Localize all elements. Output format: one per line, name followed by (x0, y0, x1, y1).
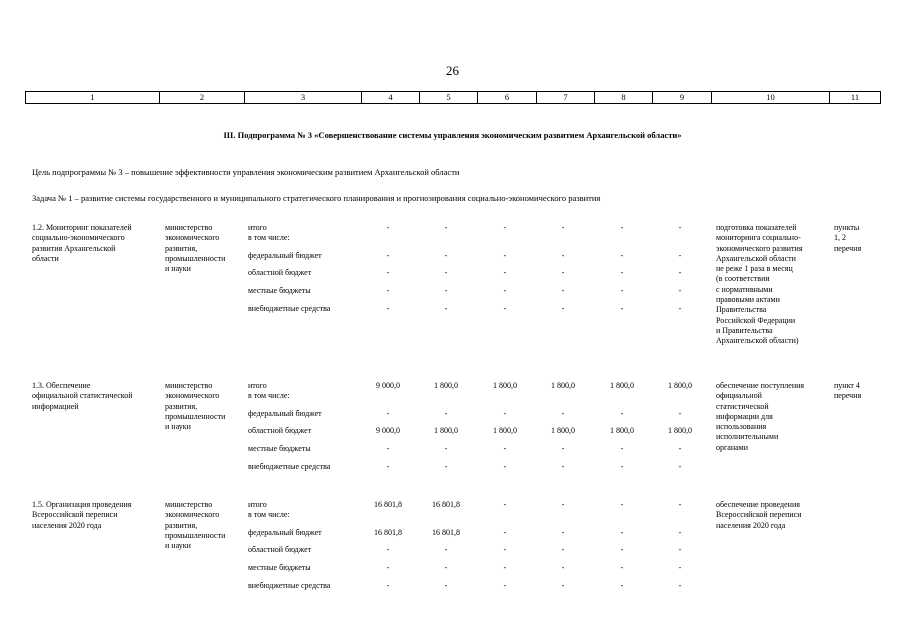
funding-value: 9 000,0 (376, 426, 400, 435)
activity-result: обеспечение проведения Всероссийской переписи населения 2020 года (716, 500, 802, 530)
funding-value: - (678, 462, 682, 471)
funding-source-label: федеральный бюджет (248, 409, 322, 418)
funding-value: - (620, 268, 624, 277)
funding-source-label: местные бюджеты (248, 286, 311, 295)
funding-value: - (444, 223, 448, 232)
funding-value: - (503, 545, 507, 554)
funding-value: - (620, 528, 624, 537)
funding-source-label: внебюджетные средства (248, 581, 331, 590)
funding-value: - (386, 563, 390, 572)
funding-source-label: федеральный бюджет (248, 528, 322, 537)
funding-source-label: местные бюджеты (248, 444, 311, 453)
funding-value: - (503, 409, 507, 418)
funding-value: 16 801,8 (432, 500, 460, 509)
funding-value: - (678, 444, 682, 453)
funding-value: - (503, 462, 507, 471)
funding-value: - (503, 500, 507, 509)
funding-value: - (678, 268, 682, 277)
funding-value: - (386, 581, 390, 590)
section-title: III. Подпрограмма № 3 «Совершенствование системы управления экономическим развитием Архангельской области» (223, 130, 682, 140)
funding-value: - (561, 286, 565, 295)
funding-value: - (620, 409, 624, 418)
funding-value: 16 801,8 (432, 528, 460, 537)
funding-value: - (386, 409, 390, 418)
funding-value: - (503, 286, 507, 295)
funding-value: 1 800,0 (551, 381, 575, 390)
funding-value: - (561, 444, 565, 453)
funding-value: - (386, 286, 390, 295)
header-col-7: 7 (537, 92, 595, 104)
funding-value: 1 800,0 (610, 426, 634, 435)
activity-reference: пункты 1, 2 перечня (834, 223, 862, 253)
funding-source-label: внебюджетные средства (248, 462, 331, 471)
subprogram-task: Задача № 1 – развитие системы государственного и муниципального стратегического планирования и прогнозирования социально-экономического развития (32, 193, 601, 203)
funding-value: - (678, 581, 682, 590)
funding-value: - (561, 251, 565, 260)
funding-source-label: итого в том числе: (248, 223, 290, 243)
funding-source-label: федеральный бюджет (248, 251, 322, 260)
funding-value: - (444, 286, 448, 295)
funding-value: - (444, 268, 448, 277)
funding-source-label: местные бюджеты (248, 563, 311, 572)
funding-value: - (503, 251, 507, 260)
funding-value: - (444, 545, 448, 554)
funding-value: - (561, 304, 565, 313)
funding-value: - (561, 268, 565, 277)
funding-source-label: итого в том числе: (248, 500, 290, 520)
funding-value: - (620, 500, 624, 509)
funding-value: - (561, 462, 565, 471)
funding-value: - (444, 581, 448, 590)
funding-value: - (620, 581, 624, 590)
funding-value: - (386, 545, 390, 554)
funding-value: - (503, 304, 507, 313)
activity-result: обеспечение поступления официальной статистической информации для использования исполнительными органами (716, 381, 805, 452)
funding-value: - (678, 545, 682, 554)
activity-result: подготовка показателей мониторинга социально- экономического развития Архангельской области не реже 1 раза в месяц (в соответствии с нормативными правовыми актами Правительства Российской Федерации и Правительства Архангельской области) (716, 223, 803, 346)
funding-source-label: областной бюджет (248, 426, 312, 435)
funding-value: - (503, 528, 507, 537)
funding-value: - (444, 409, 448, 418)
funding-value: 1 800,0 (493, 381, 517, 390)
funding-value: 1 800,0 (668, 381, 692, 390)
funding-value: - (561, 223, 565, 232)
funding-value: - (503, 268, 507, 277)
funding-value: - (386, 268, 390, 277)
funding-value: - (678, 304, 682, 313)
activity-executor: министерство экономического развития, промышленности и науки (165, 381, 226, 432)
header-col-8: 8 (595, 92, 653, 104)
funding-value: - (561, 528, 565, 537)
funding-value: - (678, 223, 682, 232)
funding-source-label: областной бюджет (248, 268, 312, 277)
funding-value: - (444, 444, 448, 453)
funding-value: - (678, 528, 682, 537)
funding-value: 1 800,0 (668, 426, 692, 435)
header-col-3: 3 (245, 92, 362, 104)
funding-value: - (620, 462, 624, 471)
subprogram-goal: Цель подпрограммы № 3 – повышение эффективности управления экономическим развитием Архангельской области (32, 167, 460, 177)
funding-source-label: внебюджетные средства (248, 304, 331, 313)
funding-value: 1 800,0 (434, 381, 458, 390)
funding-value: - (386, 251, 390, 260)
funding-source-label: областной бюджет (248, 545, 312, 554)
header-col-5: 5 (420, 92, 478, 104)
funding-value: - (678, 500, 682, 509)
funding-value: - (561, 545, 565, 554)
activity-name: 1.3. Обеспечение официальной статистической информацией (32, 381, 133, 411)
header-col-6: 6 (478, 92, 537, 104)
funding-value: - (503, 223, 507, 232)
activity-name: 1.2. Мониторинг показателей социально-экономического развития Архангельской области (32, 223, 132, 263)
header-col-10: 10 (712, 92, 830, 104)
funding-value: - (620, 563, 624, 572)
funding-value: - (386, 462, 390, 471)
funding-value: - (620, 286, 624, 295)
funding-value: - (444, 462, 448, 471)
funding-value: - (386, 304, 390, 313)
funding-value: - (678, 286, 682, 295)
funding-value: - (386, 223, 390, 232)
activity-name: 1.5. Организация проведения Всероссийской переписи населения 2020 года (32, 500, 132, 530)
funding-value: - (620, 444, 624, 453)
funding-value: - (444, 251, 448, 260)
funding-value: - (444, 304, 448, 313)
funding-value: 9 000,0 (376, 381, 400, 390)
funding-value: - (561, 500, 565, 509)
funding-value: - (561, 581, 565, 590)
funding-value: - (620, 223, 624, 232)
funding-value: - (561, 409, 565, 418)
activity-reference: пункт 4 перечня (834, 381, 862, 401)
page-number: 26 (446, 63, 459, 78)
header-col-1: 1 (26, 92, 160, 104)
funding-value: - (678, 409, 682, 418)
funding-value: - (678, 251, 682, 260)
header-col-2: 2 (160, 92, 245, 104)
funding-value: 1 800,0 (610, 381, 634, 390)
funding-value: - (386, 444, 390, 453)
funding-source-label: итого в том числе: (248, 381, 290, 401)
funding-value: - (678, 563, 682, 572)
activity-executor: министерство экономического развития, промышленности и науки (165, 223, 226, 274)
funding-value: - (503, 581, 507, 590)
funding-value: 1 800,0 (493, 426, 517, 435)
column-number-header (25, 91, 881, 104)
funding-value: - (620, 304, 624, 313)
header-col-4: 4 (362, 92, 420, 104)
funding-value: - (444, 563, 448, 572)
funding-value: 16 801,8 (374, 500, 402, 509)
activity-executor: министерство экономического развития, промышленности и науки (165, 500, 226, 551)
funding-value: - (620, 251, 624, 260)
funding-value: - (620, 545, 624, 554)
funding-value: 1 800,0 (551, 426, 575, 435)
funding-value: 16 801,8 (374, 528, 402, 537)
header-col-11: 11 (830, 92, 881, 104)
header-col-9: 9 (653, 92, 712, 104)
funding-value: 1 800,0 (434, 426, 458, 435)
funding-value: - (561, 563, 565, 572)
funding-value: - (503, 444, 507, 453)
funding-value: - (503, 563, 507, 572)
